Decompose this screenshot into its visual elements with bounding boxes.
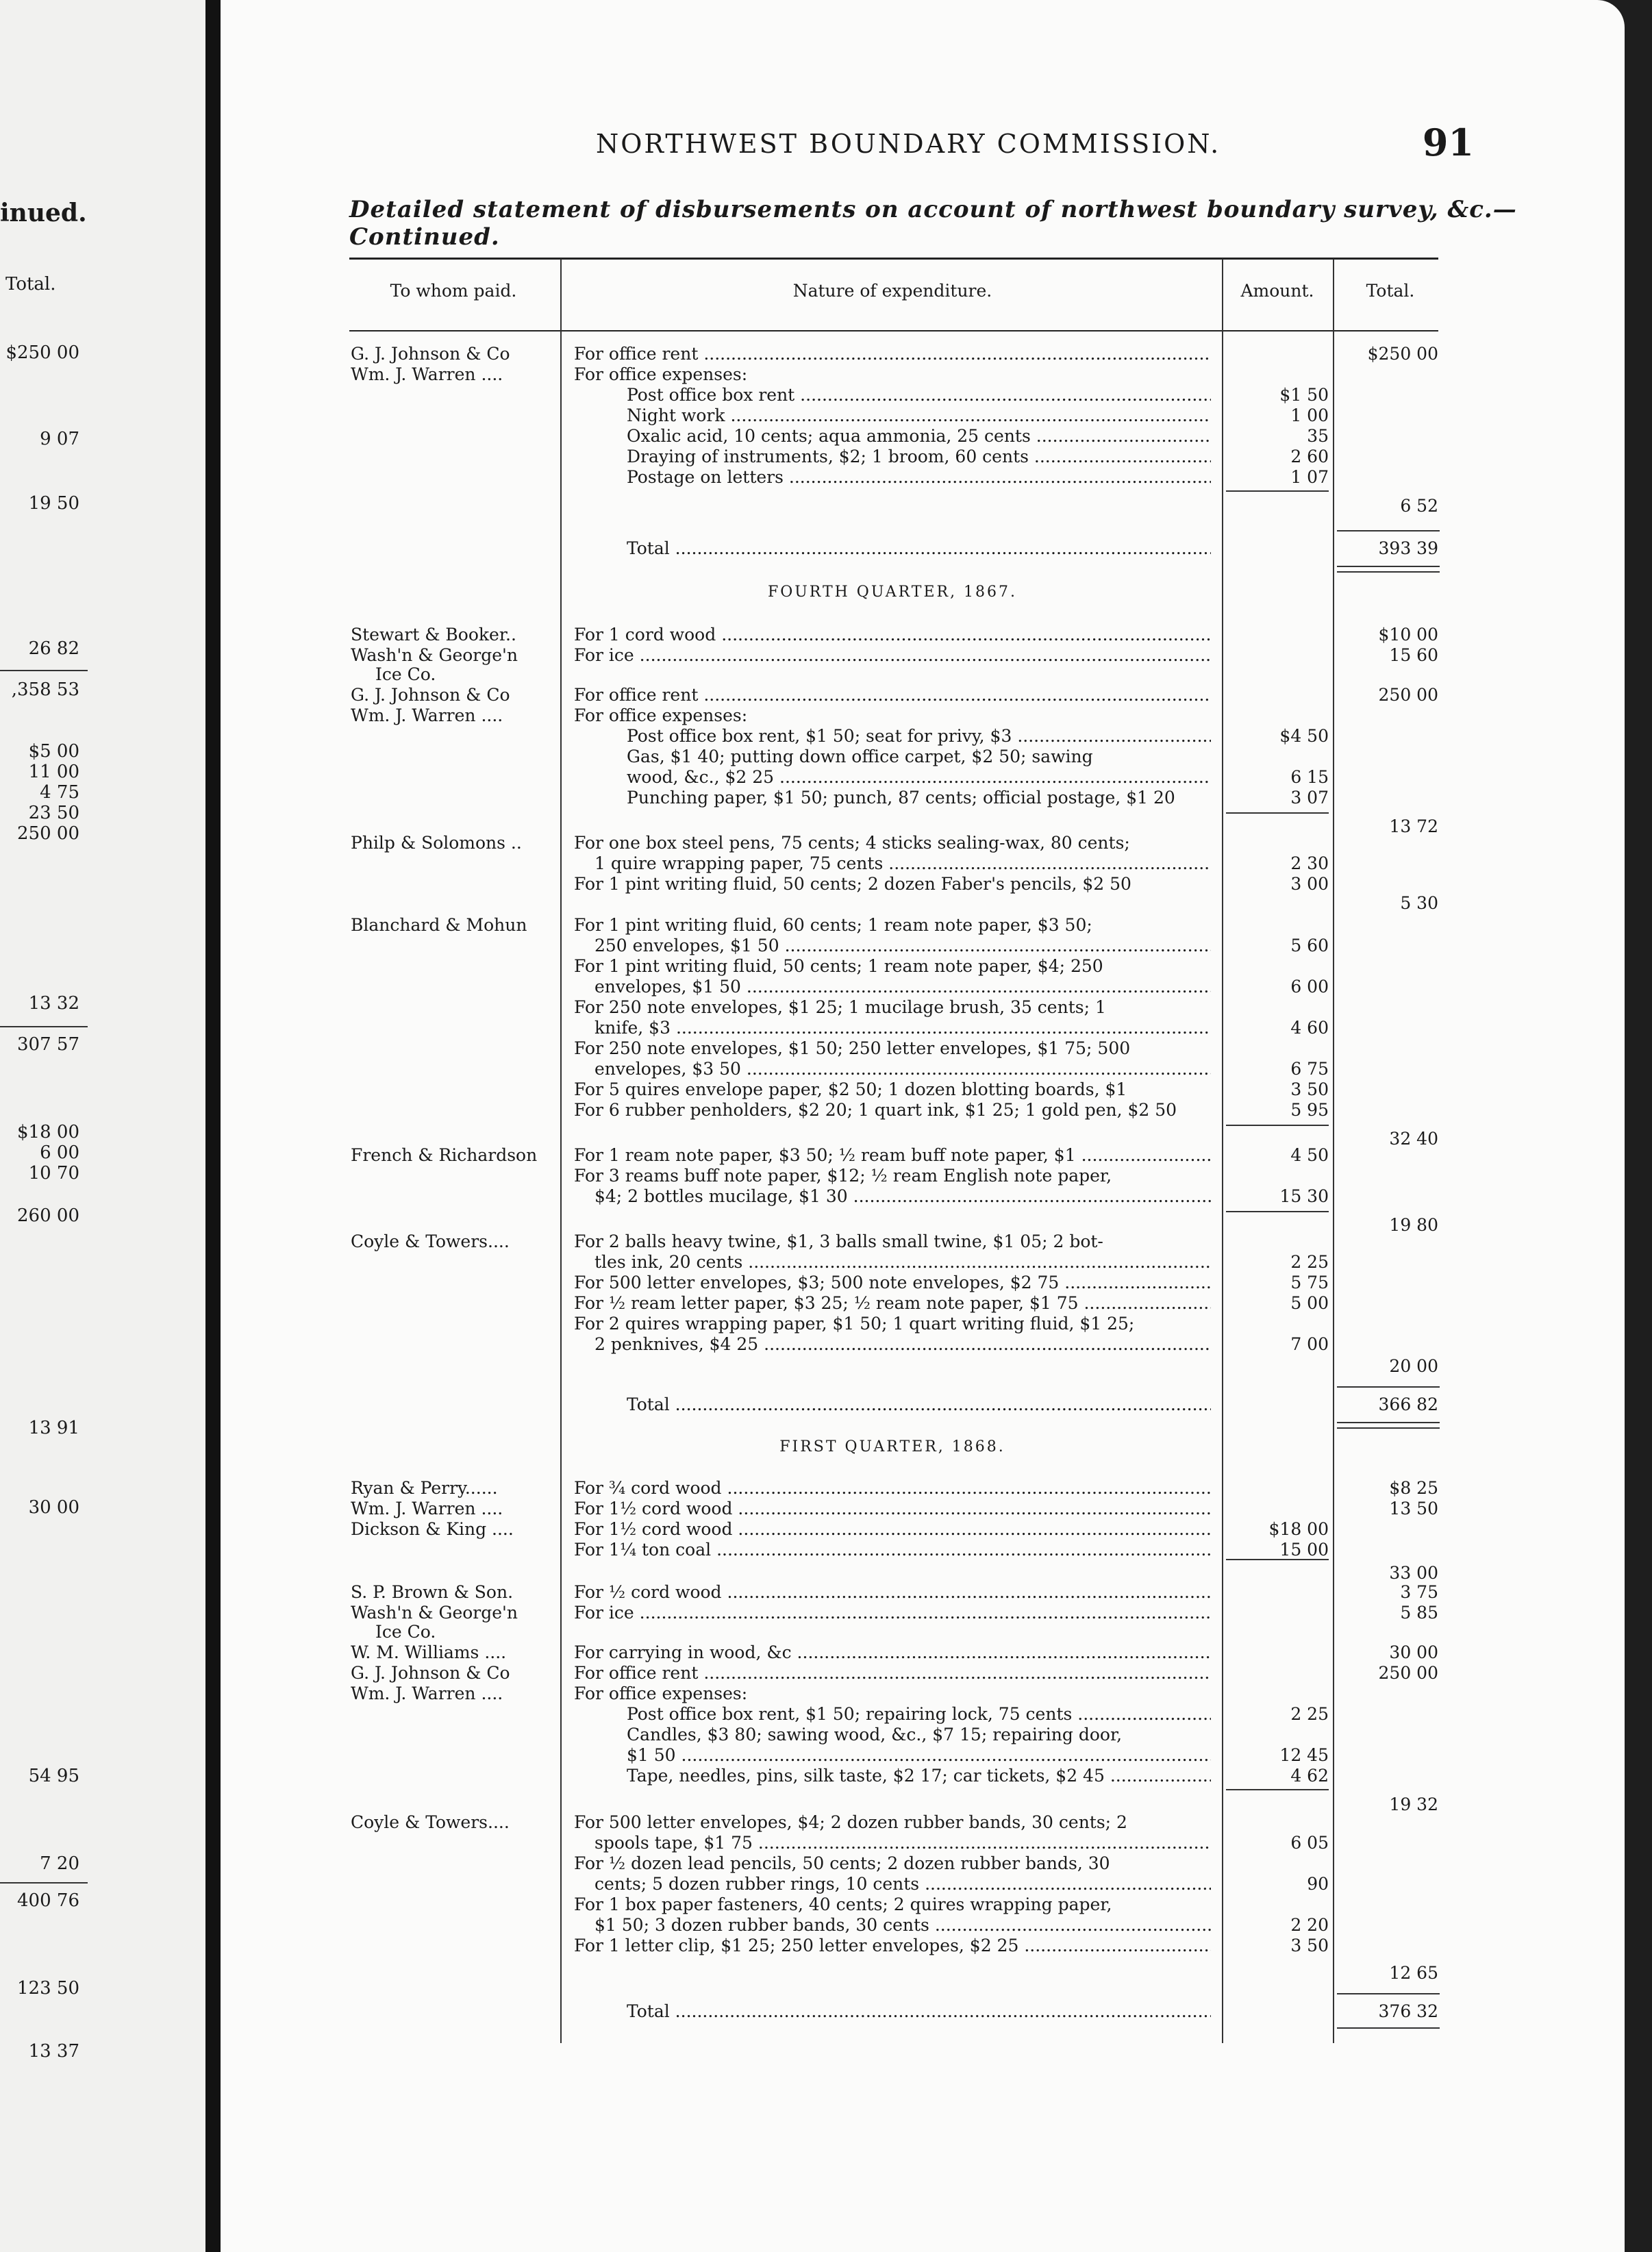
amount-value: 3 00 bbox=[1290, 874, 1329, 894]
left-page-rule bbox=[0, 1026, 88, 1027]
expenditure-description: For 1½ cord wood ..... bbox=[574, 1499, 1211, 1519]
total-value: 393 39 bbox=[1378, 538, 1438, 558]
total-value: 15 60 bbox=[1389, 645, 1438, 665]
payee-name: G. J. Johnson & Co bbox=[351, 344, 510, 364]
left-page-value: 13 91 bbox=[28, 1418, 79, 1438]
left-page-fragment bbox=[0, 0, 205, 2252]
expenditure-description: $4; 2 bottles mucilage, $1 30 ..... bbox=[595, 1186, 1211, 1207]
expenditure-description: For 250 note envelopes, $1 50; 250 letter envelopes, $1 75; 500 bbox=[574, 1038, 1131, 1058]
total-value: 12 65 bbox=[1389, 1963, 1438, 1983]
column-divider bbox=[1333, 259, 1334, 2043]
expenditure-description: For 500 letter envelopes, $4; 2 dozen rubber bands, 30 cents; 2 bbox=[574, 1812, 1127, 1832]
expenditure-description: tles ink, 20 cents ..... bbox=[595, 1252, 1211, 1273]
expenditure-description: For 500 letter envelopes, $3; 500 note envelopes, $2 75 ..... bbox=[574, 1273, 1211, 1293]
expenditure-description: Post office box rent ..... bbox=[627, 385, 1211, 405]
left-page-value: 250 00 bbox=[17, 823, 79, 844]
total-value: 13 50 bbox=[1389, 1499, 1438, 1518]
payee-name: G. J. Johnson & Co bbox=[351, 685, 510, 705]
payee-name: Wash'n & George'n bbox=[351, 1603, 518, 1623]
subtotal-rule bbox=[1226, 1125, 1329, 1126]
amount-value: 7 00 bbox=[1290, 1334, 1329, 1354]
expenditure-description: envelopes, $3 50 ..... bbox=[595, 1059, 1211, 1079]
payee-name: Wm. J. Warren .... bbox=[351, 1684, 503, 1703]
total-value: 5 85 bbox=[1400, 1603, 1438, 1623]
total-double-rule bbox=[1337, 571, 1440, 573]
running-head: NORTHWEST BOUNDARY COMMISSION. bbox=[596, 129, 1221, 159]
total-value: 250 00 bbox=[1378, 685, 1438, 705]
left-page-value: 19 50 bbox=[28, 493, 79, 514]
expenditure-description: For office rent ..... bbox=[574, 344, 1211, 364]
amount-value: 3 50 bbox=[1290, 1079, 1329, 1099]
column-header-amount: Amount. bbox=[1240, 281, 1314, 301]
total-value: 250 00 bbox=[1378, 1663, 1438, 1683]
expenditure-description: For 5 quires envelope paper, $2 50; 1 dozen blotting boards, $1 bbox=[574, 1079, 1127, 1099]
payee-name: Philp & Solomons .. bbox=[351, 833, 522, 853]
payee-name: Wm. J. Warren .... bbox=[351, 705, 503, 725]
amount-value: 35 bbox=[1307, 426, 1329, 446]
expenditure-description: cents; 5 dozen rubber rings, 10 cents ..... bbox=[595, 1874, 1211, 1894]
payee-name: G. J. Johnson & Co bbox=[351, 1663, 510, 1683]
expenditure-description: For ½ dozen lead pencils, 50 cents; 2 dozen rubber bands, 30 bbox=[574, 1853, 1110, 1873]
expenditure-description: envelopes, $1 50 ..... bbox=[595, 977, 1211, 997]
expenditure-description: $1 50; 3 dozen rubber bands, 30 cents ..... bbox=[595, 1915, 1211, 1936]
total-value: 3 75 bbox=[1400, 1582, 1438, 1602]
subtotal-rule bbox=[1337, 1386, 1440, 1388]
left-page-value: 11 00 bbox=[28, 762, 79, 782]
amount-value: $4 50 bbox=[1279, 726, 1329, 746]
expenditure-description: Postage on letters ..... bbox=[627, 467, 1211, 488]
left-page-value: 54 95 bbox=[28, 1766, 79, 1786]
left-page-value: 307 57 bbox=[17, 1034, 79, 1055]
expenditure-description: For office expenses: bbox=[574, 705, 748, 725]
total-value: 6 52 bbox=[1400, 496, 1438, 516]
left-page-value: 4 75 bbox=[40, 782, 79, 803]
left-page-value: 13 32 bbox=[28, 993, 79, 1014]
total-double-rule bbox=[1337, 2027, 1440, 2029]
total-value: 19 32 bbox=[1389, 1794, 1438, 1814]
total-double-rule bbox=[1337, 566, 1440, 567]
left-page-rule bbox=[0, 1882, 88, 1884]
total-double-rule bbox=[1337, 1427, 1440, 1429]
subtotal-rule bbox=[1226, 490, 1329, 492]
expenditure-description: For ice ..... bbox=[574, 645, 1211, 666]
expenditure-description: For ½ ream letter paper, $3 25; ½ ream note paper, $1 75 ..... bbox=[574, 1293, 1211, 1314]
payee-name: Blanchard & Mohun bbox=[351, 915, 527, 935]
section-heading: FOURTH QUARTER, 1867. bbox=[767, 584, 1018, 601]
payee-name: Stewart & Booker.. bbox=[351, 625, 516, 645]
payee-name: S. P. Brown & Son. bbox=[351, 1582, 514, 1602]
column-header-who: To whom paid. bbox=[390, 281, 517, 301]
amount-value: 15 30 bbox=[1279, 1186, 1329, 1206]
amount-value: 3 50 bbox=[1290, 1936, 1329, 1955]
expenditure-description: Post office box rent, $1 50; seat for privy, $3 ..... bbox=[627, 726, 1211, 747]
total-value: 376 32 bbox=[1378, 2001, 1438, 2021]
expenditure-description: For one box steel pens, 75 cents; 4 sticks sealing-wax, 80 cents; bbox=[574, 833, 1130, 853]
table-title: Detailed statement of disbursements on account of northwest boundary survey, &c.—Continued. bbox=[349, 196, 1517, 251]
amount-value: 5 75 bbox=[1290, 1273, 1329, 1292]
expenditure-description: For 1 pint writing fluid, 50 cents; 2 dozen Faber's pencils, $2 50 bbox=[574, 874, 1131, 894]
amount-value: $1 50 bbox=[1279, 385, 1329, 405]
left-page-value: 6 00 bbox=[40, 1142, 79, 1163]
expenditure-description: Tape, needles, pins, silk taste, $2 17; car tickets, $2 45 ..... bbox=[627, 1766, 1211, 1786]
left-page-value: 9 07 bbox=[40, 429, 79, 449]
amount-value: 4 60 bbox=[1290, 1018, 1329, 1038]
amount-value: 5 00 bbox=[1290, 1293, 1329, 1313]
expenditure-description: For 1 box paper fasteners, 40 cents; 2 quires wrapping paper, bbox=[574, 1894, 1112, 1914]
payee-name: Dickson & King .... bbox=[351, 1519, 514, 1539]
expenditure-description: For 1 pint writing fluid, 50 cents; 1 ream note paper, $4; 250 bbox=[574, 956, 1103, 976]
amount-value: 2 30 bbox=[1290, 853, 1329, 873]
left-page-value: $5 00 bbox=[28, 741, 79, 762]
expenditure-description: For 2 quires wrapping paper, $1 50; 1 quart writing fluid, $1 25; bbox=[574, 1314, 1135, 1334]
left-page-value: 7 20 bbox=[40, 1853, 79, 1874]
payee-name: Coyle & Towers.... bbox=[351, 1231, 510, 1251]
subtotal-rule bbox=[1226, 1559, 1329, 1560]
expenditure-description: For office rent ..... bbox=[574, 685, 1211, 705]
payee-name: Coyle & Towers.... bbox=[351, 1812, 510, 1832]
expenditure-description: For 1½ cord wood ..... bbox=[574, 1519, 1211, 1540]
expenditure-description: For 1 pint writing fluid, 60 cents; 1 ream note paper, $3 50; bbox=[574, 915, 1092, 935]
amount-value: 1 07 bbox=[1290, 467, 1329, 487]
left-page-column-header: Total. bbox=[5, 274, 56, 295]
payee-name: Ice Co. bbox=[375, 664, 436, 684]
payee-name: French & Richardson bbox=[351, 1145, 538, 1165]
left-page-value: $18 00 bbox=[17, 1122, 79, 1142]
amount-value: 2 25 bbox=[1290, 1704, 1329, 1724]
expenditure-description: Total ..... bbox=[627, 2001, 1211, 2022]
left-page-value: 13 37 bbox=[28, 2041, 79, 2062]
expenditure-description: Draying of instruments, $2; 1 broom, 60 cents ..... bbox=[627, 447, 1211, 467]
table-top-rule bbox=[349, 258, 1438, 260]
payee-name: Ryan & Perry...... bbox=[351, 1478, 498, 1498]
expenditure-description: For ¾ cord wood ..... bbox=[574, 1478, 1211, 1499]
header-rule bbox=[349, 330, 1438, 331]
expenditure-description: For office rent ..... bbox=[574, 1663, 1211, 1684]
payee-name: W. M. Williams .... bbox=[351, 1642, 507, 1662]
payee-name: Ice Co. bbox=[375, 1622, 436, 1642]
amount-value: 1 00 bbox=[1290, 405, 1329, 425]
left-page-value: ,358 53 bbox=[11, 679, 79, 700]
total-value: 19 80 bbox=[1389, 1215, 1438, 1235]
left-page-heading: inued. bbox=[0, 199, 87, 227]
left-page-value: $250 00 bbox=[5, 342, 79, 363]
column-divider bbox=[560, 259, 562, 2043]
expenditure-description: Post office box rent, $1 50; repairing lock, 75 cents ..... bbox=[627, 1704, 1211, 1725]
page-number: 91 bbox=[1422, 121, 1474, 164]
amount-value: 5 95 bbox=[1290, 1100, 1329, 1120]
amount-value: 3 07 bbox=[1290, 788, 1329, 808]
expenditure-description: For 1 cord wood ..... bbox=[574, 625, 1211, 645]
amount-value: 6 75 bbox=[1290, 1059, 1329, 1079]
total-value: $10 00 bbox=[1378, 625, 1438, 645]
total-value: 5 30 bbox=[1400, 893, 1438, 913]
expenditure-description: Gas, $1 40; putting down office carpet, $2 50; sawing bbox=[627, 747, 1093, 766]
amount-value: 15 00 bbox=[1279, 1540, 1329, 1560]
amount-value: 2 60 bbox=[1290, 447, 1329, 466]
column-divider bbox=[1222, 259, 1223, 2043]
expenditure-description: For ½ cord wood ..... bbox=[574, 1582, 1211, 1603]
page-gutter bbox=[205, 0, 221, 2252]
subtotal-rule bbox=[1226, 1211, 1329, 1212]
payee-name: Wm. J. Warren .... bbox=[351, 364, 503, 384]
expenditure-description: knife, $3 ..... bbox=[595, 1018, 1211, 1038]
left-page-value: 260 00 bbox=[17, 1205, 79, 1226]
expenditure-description: Total ..... bbox=[627, 538, 1211, 559]
left-page-rule bbox=[0, 670, 88, 671]
amount-value: 12 45 bbox=[1279, 1745, 1329, 1765]
amount-value: 6 00 bbox=[1290, 977, 1329, 997]
expenditure-description: 1 quire wrapping paper, 75 cents ..... bbox=[595, 853, 1211, 874]
expenditure-description: wood, &c., $2 25 ..... bbox=[627, 767, 1211, 788]
expenditure-description: For 2 balls heavy twine, $1, 3 balls small twine, $1 05; 2 bot- bbox=[574, 1231, 1103, 1251]
expenditure-description: For 1 letter clip, $1 25; 250 letter envelopes, $2 25 ..... bbox=[574, 1936, 1211, 1956]
total-value: 366 82 bbox=[1378, 1394, 1438, 1414]
expenditure-description: Oxalic acid, 10 cents; aqua ammonia, 25 cents ..... bbox=[627, 426, 1211, 447]
amount-value: 90 bbox=[1307, 1874, 1329, 1894]
amount-value: 6 05 bbox=[1290, 1833, 1329, 1853]
payee-name: Wm. J. Warren .... bbox=[351, 1499, 503, 1518]
expenditure-description: For office expenses: bbox=[574, 1684, 748, 1703]
amount-value: 6 15 bbox=[1290, 767, 1329, 787]
left-page-value: 123 50 bbox=[17, 1978, 79, 1999]
total-value: 32 40 bbox=[1389, 1129, 1438, 1149]
expenditure-description: For 3 reams buff note paper, $12; ½ ream English note paper, bbox=[574, 1166, 1112, 1186]
subtotal-rule bbox=[1337, 530, 1440, 531]
expenditure-description: For 1 ream note paper, $3 50; ½ ream buff note paper, $1 ..... bbox=[574, 1145, 1211, 1166]
expenditure-description: For office expenses: bbox=[574, 364, 748, 384]
left-page-value: 26 82 bbox=[28, 638, 79, 659]
expenditure-description: $1 50 ..... bbox=[627, 1745, 1211, 1766]
amount-value: $18 00 bbox=[1268, 1519, 1329, 1539]
total-value: 20 00 bbox=[1389, 1356, 1438, 1376]
amount-value: 2 20 bbox=[1290, 1915, 1329, 1935]
left-page-value: 10 70 bbox=[28, 1163, 79, 1184]
section-heading: FIRST QUARTER, 1868. bbox=[779, 1438, 1005, 1455]
payee-name: Wash'n & George'n bbox=[351, 645, 518, 665]
amount-value: 4 50 bbox=[1290, 1145, 1329, 1165]
column-header-total: Total. bbox=[1366, 281, 1415, 301]
expenditure-description: Total ..... bbox=[627, 1394, 1211, 1415]
left-page-value: 400 76 bbox=[17, 1890, 79, 1911]
expenditure-description: For 1¼ ton coal ..... bbox=[574, 1540, 1211, 1560]
expenditure-description: For carrying in wood, &c ..... bbox=[574, 1642, 1211, 1663]
total-value: 13 72 bbox=[1389, 816, 1438, 836]
amount-value: 5 60 bbox=[1290, 936, 1329, 955]
total-value: 30 00 bbox=[1389, 1642, 1438, 1662]
left-page-value: 30 00 bbox=[28, 1497, 79, 1518]
total-value: $8 25 bbox=[1389, 1478, 1438, 1498]
expenditure-description: spools tape, $1 75 ..... bbox=[595, 1833, 1211, 1853]
expenditure-description: 2 penknives, $4 25 ..... bbox=[595, 1334, 1211, 1355]
amount-value: 4 62 bbox=[1290, 1766, 1329, 1786]
subtotal-rule bbox=[1226, 1789, 1329, 1790]
expenditure-description: For 6 rubber penholders, $2 20; 1 quart ink, $1 25; 1 gold pen, $2 50 bbox=[574, 1100, 1177, 1120]
amount-value: 2 25 bbox=[1290, 1252, 1329, 1272]
expenditure-description: Punching paper, $1 50; punch, 87 cents; official postage, $1 20 bbox=[627, 788, 1175, 808]
subtotal-rule bbox=[1337, 1993, 1440, 1994]
total-value: $250 00 bbox=[1367, 344, 1438, 364]
expenditure-description: For 250 note envelopes, $1 25; 1 mucilage brush, 35 cents; 1 bbox=[574, 997, 1106, 1017]
subtotal-rule bbox=[1226, 812, 1329, 814]
column-header-nature: Nature of expenditure. bbox=[792, 281, 992, 301]
expenditure-description: Candles, $3 80; sawing wood, &c., $7 15; repairing door, bbox=[627, 1725, 1123, 1744]
expenditure-description: Night work ..... bbox=[627, 405, 1211, 426]
expenditure-description: 250 envelopes, $1 50 ..... bbox=[595, 936, 1211, 956]
total-double-rule bbox=[1337, 1422, 1440, 1423]
expenditure-description: For ice ..... bbox=[574, 1603, 1211, 1623]
total-value: 33 00 bbox=[1389, 1563, 1438, 1583]
left-page-value: 23 50 bbox=[28, 803, 79, 823]
